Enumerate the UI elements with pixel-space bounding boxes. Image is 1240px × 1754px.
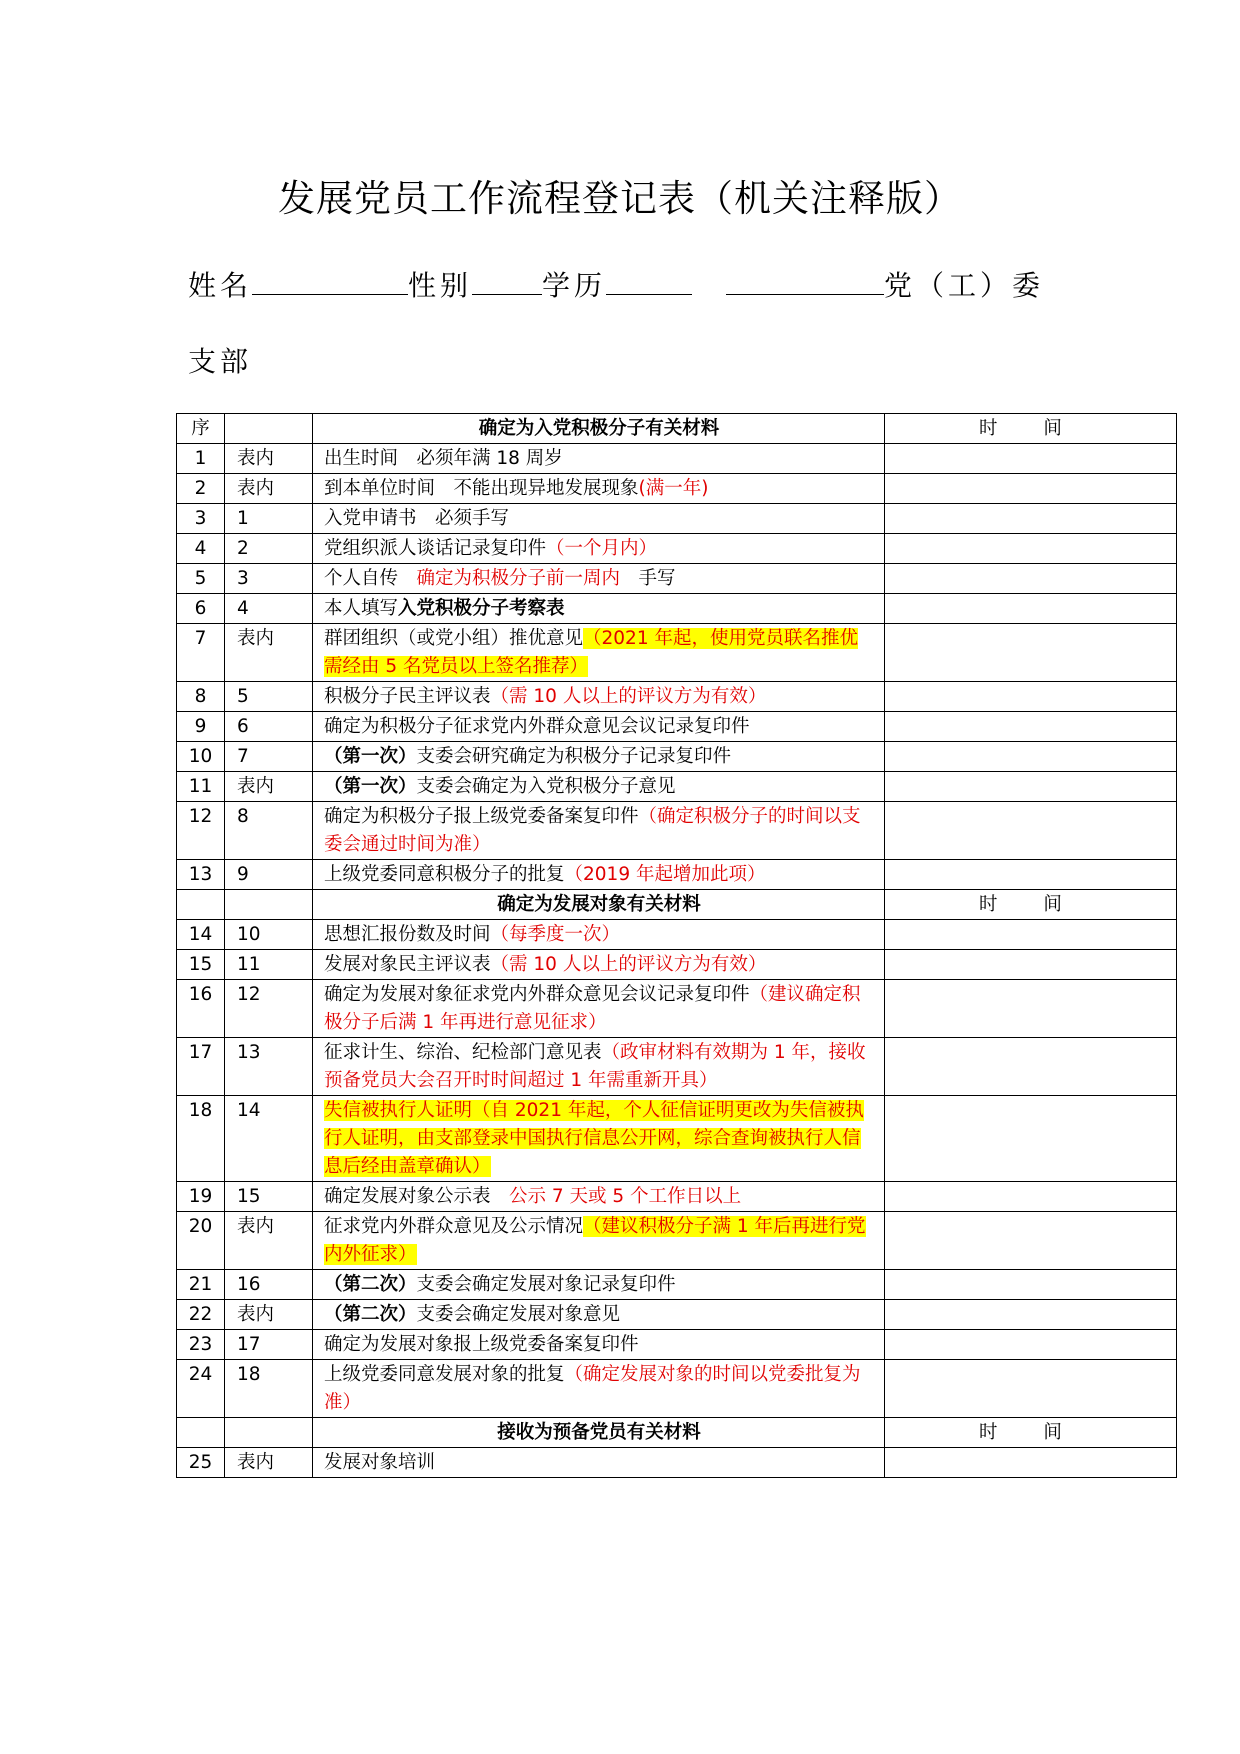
row-description <box>313 980 885 1038</box>
row-number: 6 <box>177 594 225 624</box>
table-row <box>177 444 1177 474</box>
row-description <box>313 594 885 624</box>
seq-header-cell <box>177 890 225 920</box>
table-row <box>177 920 1177 950</box>
row-time-cell[interactable] <box>885 860 1177 890</box>
row-description <box>313 712 885 742</box>
table-row <box>177 712 1177 742</box>
education-label: 学历 <box>542 269 607 302</box>
description-text: 征求党内外群众意见及公示情况 <box>324 1216 584 1237</box>
row-description <box>313 682 885 712</box>
description-text: 发展对象民主评议表 <box>324 954 491 975</box>
section-heading: 确定为入党积极分子有关材料 <box>313 414 885 444</box>
row-description <box>313 1300 885 1330</box>
table-row <box>177 1212 1177 1270</box>
row-number: 11 <box>177 772 225 802</box>
row-material-code: 1 <box>225 504 313 534</box>
row-material-code: 3 <box>225 564 313 594</box>
row-material-code: 9 <box>225 860 313 890</box>
row-time-cell[interactable] <box>885 564 1177 594</box>
row-time-cell[interactable] <box>885 950 1177 980</box>
table-row <box>177 802 1177 860</box>
description-text: 群团组织（或党小组）推优意见 <box>324 628 584 649</box>
row-number: 17 <box>177 1038 225 1096</box>
description-text: 到本单位时间 不能出现异地发展现象 <box>324 478 639 499</box>
description-text: 入党申请书 必须手写 <box>324 508 510 529</box>
table-row <box>177 564 1177 594</box>
row-number: 12 <box>177 802 225 860</box>
row-description <box>313 802 885 860</box>
row-material-code: 12 <box>225 980 313 1038</box>
table-row <box>177 474 1177 504</box>
annotation-note: （建议积极分子满 1 年后再进行党内外征求） <box>324 1216 866 1265</box>
table-row <box>177 1038 1177 1096</box>
row-number: 13 <box>177 860 225 890</box>
row-material-code: 表内 <box>225 1212 313 1270</box>
committee-blank[interactable] <box>726 268 884 295</box>
row-time-cell[interactable] <box>885 474 1177 504</box>
annotation-note: （2021 年起，使用党员联名推优需经由 5 名党员以上签名推荐） <box>324 628 858 677</box>
row-number: 19 <box>177 1182 225 1212</box>
table-row <box>177 860 1177 890</box>
table-row <box>177 594 1177 624</box>
table-row <box>177 742 1177 772</box>
row-time-cell[interactable] <box>885 444 1177 474</box>
annotation-note: （需 10 人以上的评议方为有效） <box>490 954 767 975</box>
row-number: 25 <box>177 1448 225 1478</box>
education-blank[interactable] <box>606 268 692 295</box>
row-time-cell[interactable] <box>885 772 1177 802</box>
row-time-cell[interactable] <box>885 1212 1177 1270</box>
row-time-cell[interactable] <box>885 504 1177 534</box>
annotation-note: （确定积极分子的时间以支委会通过时间为准） <box>324 806 861 855</box>
name-blank[interactable] <box>252 268 408 295</box>
row-material-code: 表内 <box>225 1448 313 1478</box>
row-material-code: 15 <box>225 1182 313 1212</box>
row-time-cell[interactable] <box>885 742 1177 772</box>
row-description <box>313 534 885 564</box>
row-number: 10 <box>177 742 225 772</box>
table-row <box>177 682 1177 712</box>
table-row <box>177 950 1177 980</box>
row-time-cell[interactable] <box>885 534 1177 564</box>
row-material-code: 4 <box>225 594 313 624</box>
row-number: 9 <box>177 712 225 742</box>
description-text: （第二次） <box>324 1274 417 1295</box>
time-header-cell: 时 间 <box>885 890 1177 920</box>
table-row <box>177 1300 1177 1330</box>
annotation-note: （政审材料有效期为 1 年，接收预备党员大会召开时时间超过 1 年需重新开具） <box>324 1042 866 1091</box>
table-row <box>177 624 1177 682</box>
section-heading: 确定为发展对象有关材料 <box>313 890 885 920</box>
annotation-note: （一个月内） <box>546 538 658 559</box>
row-number: 8 <box>177 682 225 712</box>
description-text: 确定为积极分子征求党内外群众意见会议记录复印件 <box>324 716 750 737</box>
seq-header-cell: 序 <box>177 414 225 444</box>
table-row <box>177 1448 1177 1478</box>
table-row <box>177 504 1177 534</box>
branch-label: 支部 <box>188 345 253 378</box>
row-material-code: 表内 <box>225 444 313 474</box>
row-number: 5 <box>177 564 225 594</box>
committee-label: 党（工）委 <box>884 269 1045 302</box>
annotation-note: (满一年) <box>638 478 709 499</box>
row-time-cell[interactable] <box>885 1330 1177 1360</box>
row-number: 15 <box>177 950 225 980</box>
description-text: 思想汇报份数及时间 <box>324 924 491 945</box>
table-row <box>177 534 1177 564</box>
section-heading: 接收为预备党员有关材料 <box>313 1418 885 1448</box>
code-header-cell <box>225 890 313 920</box>
description-text: 本人填写 <box>324 598 399 619</box>
row-number: 22 <box>177 1300 225 1330</box>
description-text: 发展对象培训 <box>324 1452 436 1473</box>
annotation-note: （建议确定积极分子后满 1 年再进行意见征求） <box>324 984 861 1033</box>
row-number: 2 <box>177 474 225 504</box>
row-time-cell[interactable] <box>885 1360 1177 1418</box>
row-number: 14 <box>177 920 225 950</box>
row-description <box>313 860 885 890</box>
description-text: 支委会确定为入党积极分子意见 <box>416 776 676 797</box>
table-body <box>177 414 1177 1478</box>
time-header-cell: 时 间 <box>885 1418 1177 1448</box>
row-time-cell[interactable] <box>885 682 1177 712</box>
row-material-code: 表内 <box>225 1300 313 1330</box>
row-number: 16 <box>177 980 225 1038</box>
personal-info-line <box>188 264 1044 304</box>
row-time-cell[interactable] <box>885 920 1177 950</box>
table-row <box>177 1330 1177 1360</box>
description-text: 入党积极分子考察表 <box>398 598 565 619</box>
row-material-code: 11 <box>225 950 313 980</box>
row-number: 18 <box>177 1096 225 1182</box>
row-material-code: 8 <box>225 802 313 860</box>
table-row <box>177 1096 1177 1182</box>
row-material-code: 18 <box>225 1360 313 1418</box>
row-description <box>313 444 885 474</box>
row-description <box>313 1330 885 1360</box>
section-header-row <box>177 1418 1177 1448</box>
description-text: 支委会研究确定为积极分子记录复印件 <box>416 746 732 767</box>
table-row <box>177 1270 1177 1300</box>
description-text: 出生时间 必须年满 18 周岁 <box>324 448 563 469</box>
row-material-code: 10 <box>225 920 313 950</box>
row-description <box>313 950 885 980</box>
description-text: （第一次） <box>324 746 417 767</box>
row-time-cell[interactable] <box>885 594 1177 624</box>
annotation-note: （确定发展对象的时间以党委批复为准） <box>324 1364 861 1413</box>
row-material-code: 16 <box>225 1270 313 1300</box>
annotation-note: 失信被执行人证明（自 2021 年起，个人征信证明更改为失信被执行人证明，由支部登录中国执行信息公开网，综合查询被执行人信息后经由盖章确认） <box>324 1100 864 1177</box>
row-description <box>313 920 885 950</box>
row-material-code: 13 <box>225 1038 313 1096</box>
row-description <box>313 772 885 802</box>
row-time-cell[interactable] <box>885 980 1177 1038</box>
row-description <box>313 742 885 772</box>
row-number: 7 <box>177 624 225 682</box>
section-header-row <box>177 890 1177 920</box>
description-text: 积极分子民主评议表 <box>324 686 491 707</box>
row-description <box>313 1448 885 1478</box>
row-number: 21 <box>177 1270 225 1300</box>
row-material-code: 17 <box>225 1330 313 1360</box>
gender-blank[interactable] <box>472 268 542 295</box>
row-material-code: 2 <box>225 534 313 564</box>
registration-table <box>176 413 1177 1478</box>
row-description <box>313 1212 885 1270</box>
table-row <box>177 980 1177 1038</box>
description-text: 上级党委同意积极分子的批复 <box>324 864 565 885</box>
description-text: 上级党委同意发展对象的批复 <box>324 1364 565 1385</box>
row-description <box>313 564 885 594</box>
row-number: 1 <box>177 444 225 474</box>
row-number: 3 <box>177 504 225 534</box>
row-material-code: 7 <box>225 742 313 772</box>
annotation-note: （2019 年起增加此项） <box>564 864 766 885</box>
description-text: 征求计生、综治、纪检部门意见表 <box>324 1042 602 1063</box>
description-text: 手写 <box>620 568 676 589</box>
row-time-cell[interactable] <box>885 1270 1177 1300</box>
annotation-note: （需 10 人以上的评议方为有效） <box>490 686 767 707</box>
row-material-code: 14 <box>225 1096 313 1182</box>
row-time-cell[interactable] <box>885 1096 1177 1182</box>
row-material-code: 5 <box>225 682 313 712</box>
row-number: 20 <box>177 1212 225 1270</box>
section-header-row <box>177 414 1177 444</box>
description-text: 党组织派人谈话记录复印件 <box>324 538 547 559</box>
description-text: 确定为发展对象报上级党委备案复印件 <box>324 1334 639 1355</box>
description-text: （第二次） <box>324 1304 417 1325</box>
row-number: 4 <box>177 534 225 564</box>
row-time-cell[interactable] <box>885 1182 1177 1212</box>
description-text: （第一次） <box>324 776 417 797</box>
document-title: 发展党员工作流程登记表（机关注释版） <box>278 177 962 220</box>
time-header-cell: 时 间 <box>885 414 1177 444</box>
annotation-note: （每季度一次） <box>490 924 621 945</box>
row-number: 23 <box>177 1330 225 1360</box>
row-time-cell[interactable] <box>885 712 1177 742</box>
seq-header-cell <box>177 1418 225 1448</box>
description-text: 确定为发展对象征求党内外群众意见会议记录复印件 <box>324 984 750 1005</box>
row-time-cell[interactable] <box>885 1038 1177 1096</box>
row-time-cell[interactable] <box>885 1448 1177 1478</box>
code-header-cell <box>225 414 313 444</box>
description-text: 确定发展对象公示表 <box>324 1186 510 1207</box>
row-time-cell[interactable] <box>885 624 1177 682</box>
row-description <box>313 474 885 504</box>
row-description <box>313 1038 885 1096</box>
row-material-code: 表内 <box>225 474 313 504</box>
description-text: 支委会确定发展对象意见 <box>416 1304 621 1325</box>
table-row <box>177 1360 1177 1418</box>
table-row <box>177 1182 1177 1212</box>
row-material-code: 表内 <box>225 624 313 682</box>
row-time-cell[interactable] <box>885 1300 1177 1330</box>
annotation-note: 公示 7 天或 5 个工作日以上 <box>509 1186 742 1207</box>
row-description <box>313 1182 885 1212</box>
row-description <box>313 624 885 682</box>
row-description <box>313 1096 885 1182</box>
row-material-code: 表内 <box>225 772 313 802</box>
row-time-cell[interactable] <box>885 802 1177 860</box>
row-description <box>313 1270 885 1300</box>
description-text: 支委会确定发展对象记录复印件 <box>416 1274 676 1295</box>
table-row <box>177 772 1177 802</box>
row-material-code: 6 <box>225 712 313 742</box>
gender-label: 性别 <box>408 269 473 302</box>
name-label: 姓名 <box>188 269 253 302</box>
code-header-cell <box>225 1418 313 1448</box>
annotation-note: 确定为积极分子前一周内 <box>416 568 621 589</box>
row-number: 24 <box>177 1360 225 1418</box>
row-description <box>313 504 885 534</box>
description-text: 个人自传 <box>324 568 417 589</box>
row-description <box>313 1360 885 1418</box>
description-text: 确定为积极分子报上级党委备案复印件 <box>324 806 639 827</box>
